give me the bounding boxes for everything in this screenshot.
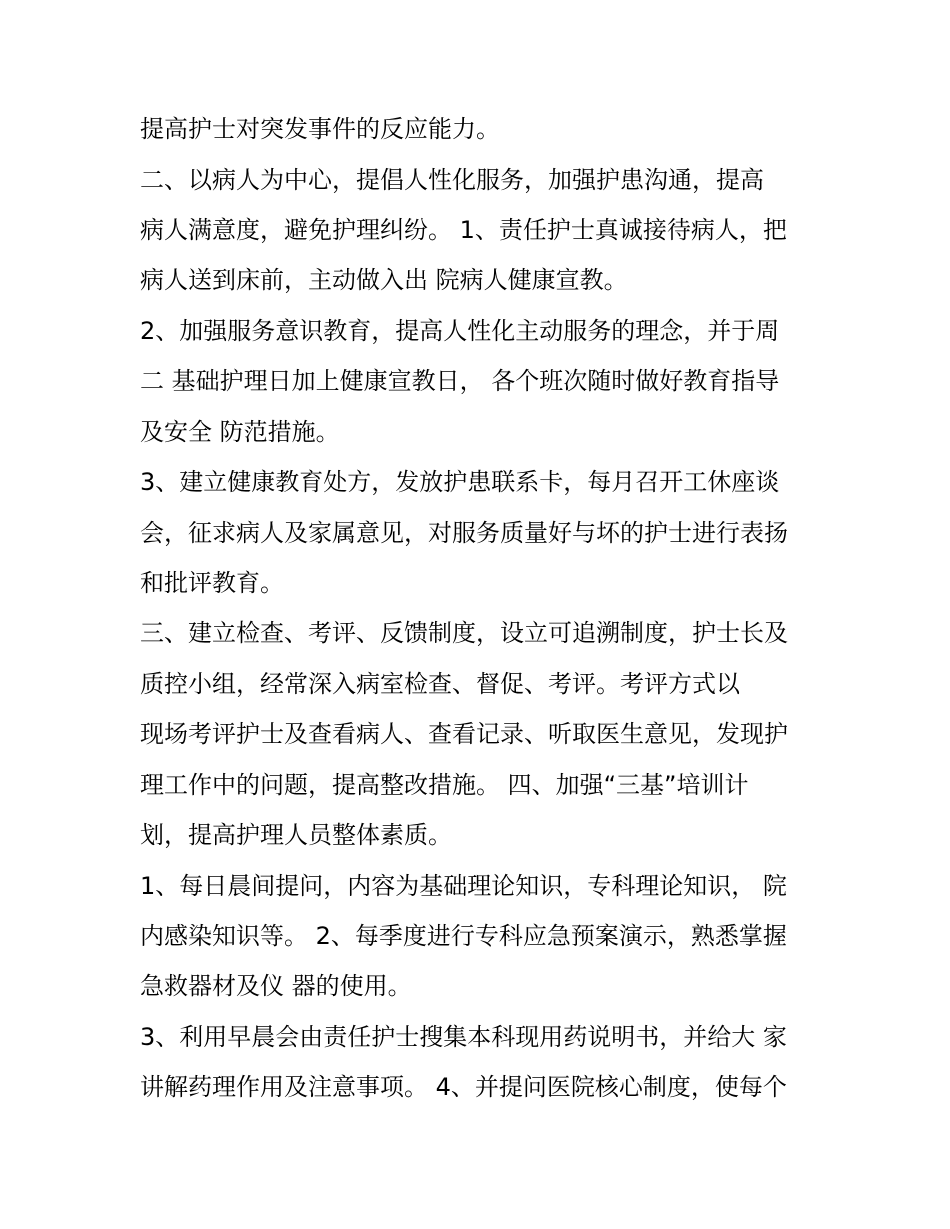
text-line: 划，提高护理人员整体素质。 bbox=[140, 821, 452, 849]
text-line: 病人送到床前，主动做入出 院病人健康宣教。 bbox=[140, 266, 628, 294]
text-line: 讲解药理作用及注意事项。 4、并提问医院核心制度，使每个 bbox=[140, 1073, 787, 1101]
text-line: 现场考评护士及查看病人、查看记录、听取医生意见，发现护 bbox=[140, 720, 788, 748]
text-line: 二 基础护理日加上健康宣教日， 各个班次随时做好教育指导 bbox=[140, 367, 780, 395]
text-line: 理工作中的问题，提高整改措施。 四、加强“三基”培训计 bbox=[140, 771, 749, 799]
text-line: 1、每日晨间提问，内容为基础理论知识，专科理论知识， 院 bbox=[140, 872, 787, 900]
text-line: 和批评教育。 bbox=[140, 569, 284, 597]
text-line: 会，征求病人及家属意见，对服务质量好与坏的护士进行表扬 bbox=[140, 519, 788, 547]
text-line: 病人满意度，避免护理纠纷。 1、责任护士真诚接待病人，把 bbox=[140, 216, 787, 244]
text-line: 提高护士对突发事件的反应能力。 bbox=[140, 115, 500, 143]
text-line: 质控小组，经常深入病室检查、督促、考评。考评方式以 bbox=[140, 670, 740, 698]
text-line: 3、利用早晨会由责任护士搜集本科现用药说明书，并给大 家 bbox=[140, 1023, 787, 1051]
text-line: 2、加强服务意识教育，提高人性化主动服务的理念，并于周 bbox=[140, 317, 780, 345]
text-line: 及安全 防范措施。 bbox=[140, 418, 340, 446]
text-line: 二、以病人为中心，提倡人性化服务，加强护患沟通，提高 bbox=[140, 166, 764, 194]
text-line: 3、建立健康教育处方，发放护患联系卡，每月召开工休座谈 bbox=[140, 468, 780, 496]
text-line: 内感染知识等。 2、每季度进行专科应急预案演示，熟悉掌握 bbox=[140, 922, 787, 950]
text-line: 急救器材及仪 器的使用。 bbox=[140, 972, 412, 1000]
text-line: 三、建立检查、考评、反馈制度，设立可追溯制度，护士长及 bbox=[140, 619, 788, 647]
